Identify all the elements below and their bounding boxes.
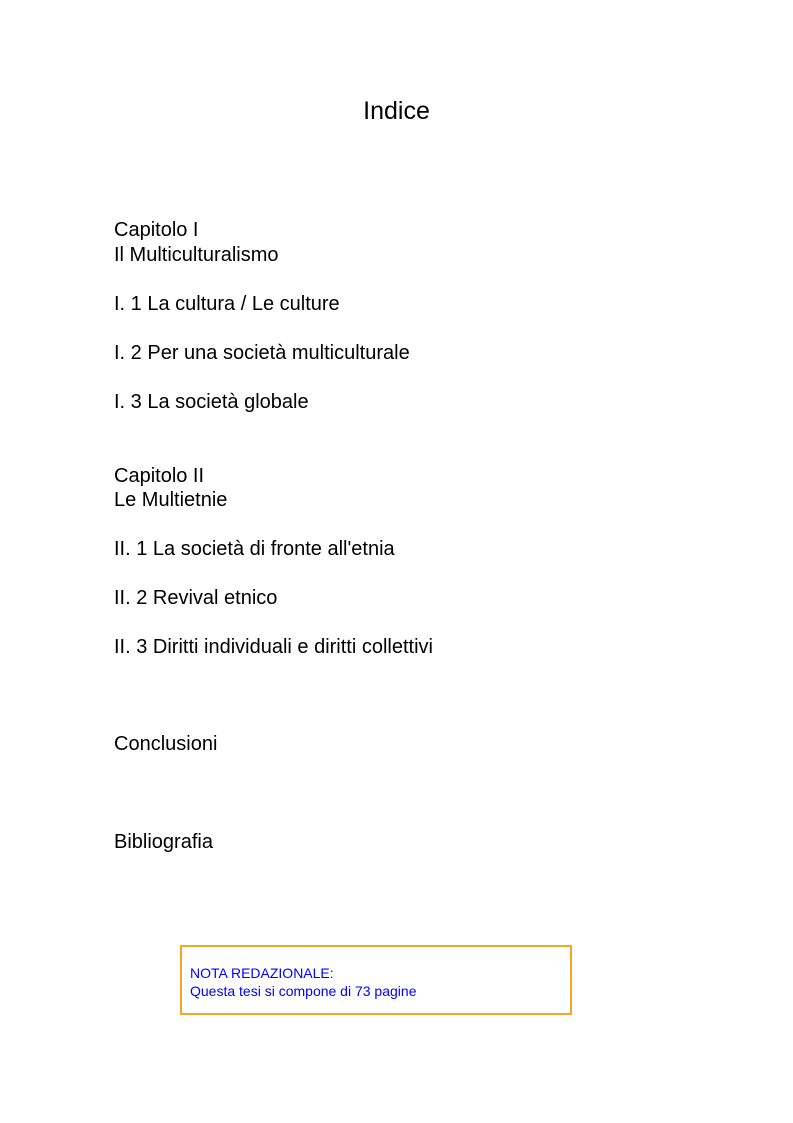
note-heading: NOTA REDAZIONALE: xyxy=(190,965,334,981)
chapter-1-title: Il Multiculturalismo xyxy=(114,244,279,266)
note-text: Questa tesi si compone di 73 pagine xyxy=(190,983,417,999)
section-1-2: I. 2 Per una società multiculturale xyxy=(114,342,410,364)
chapter-2-title: Le Multietnie xyxy=(114,489,228,511)
section-1-1: I. 1 La cultura / Le culture xyxy=(114,293,340,315)
conclusions-entry: Conclusioni xyxy=(114,733,218,755)
section-1-3: I. 3 La società globale xyxy=(114,391,309,413)
section-2-1: II. 1 La società di fronte all'etnia xyxy=(114,538,395,560)
bibliography-entry: Bibliografia xyxy=(114,831,213,853)
page-title: Indice xyxy=(363,97,430,125)
editorial-note-box xyxy=(180,945,572,1015)
chapter-1-label: Capitolo I xyxy=(114,219,199,241)
chapter-2-label: Capitolo II xyxy=(114,465,205,487)
section-2-3: II. 3 Diritti individuali e diritti collettivi xyxy=(114,636,433,658)
section-2-2: II. 2 Revival etnico xyxy=(114,587,278,609)
